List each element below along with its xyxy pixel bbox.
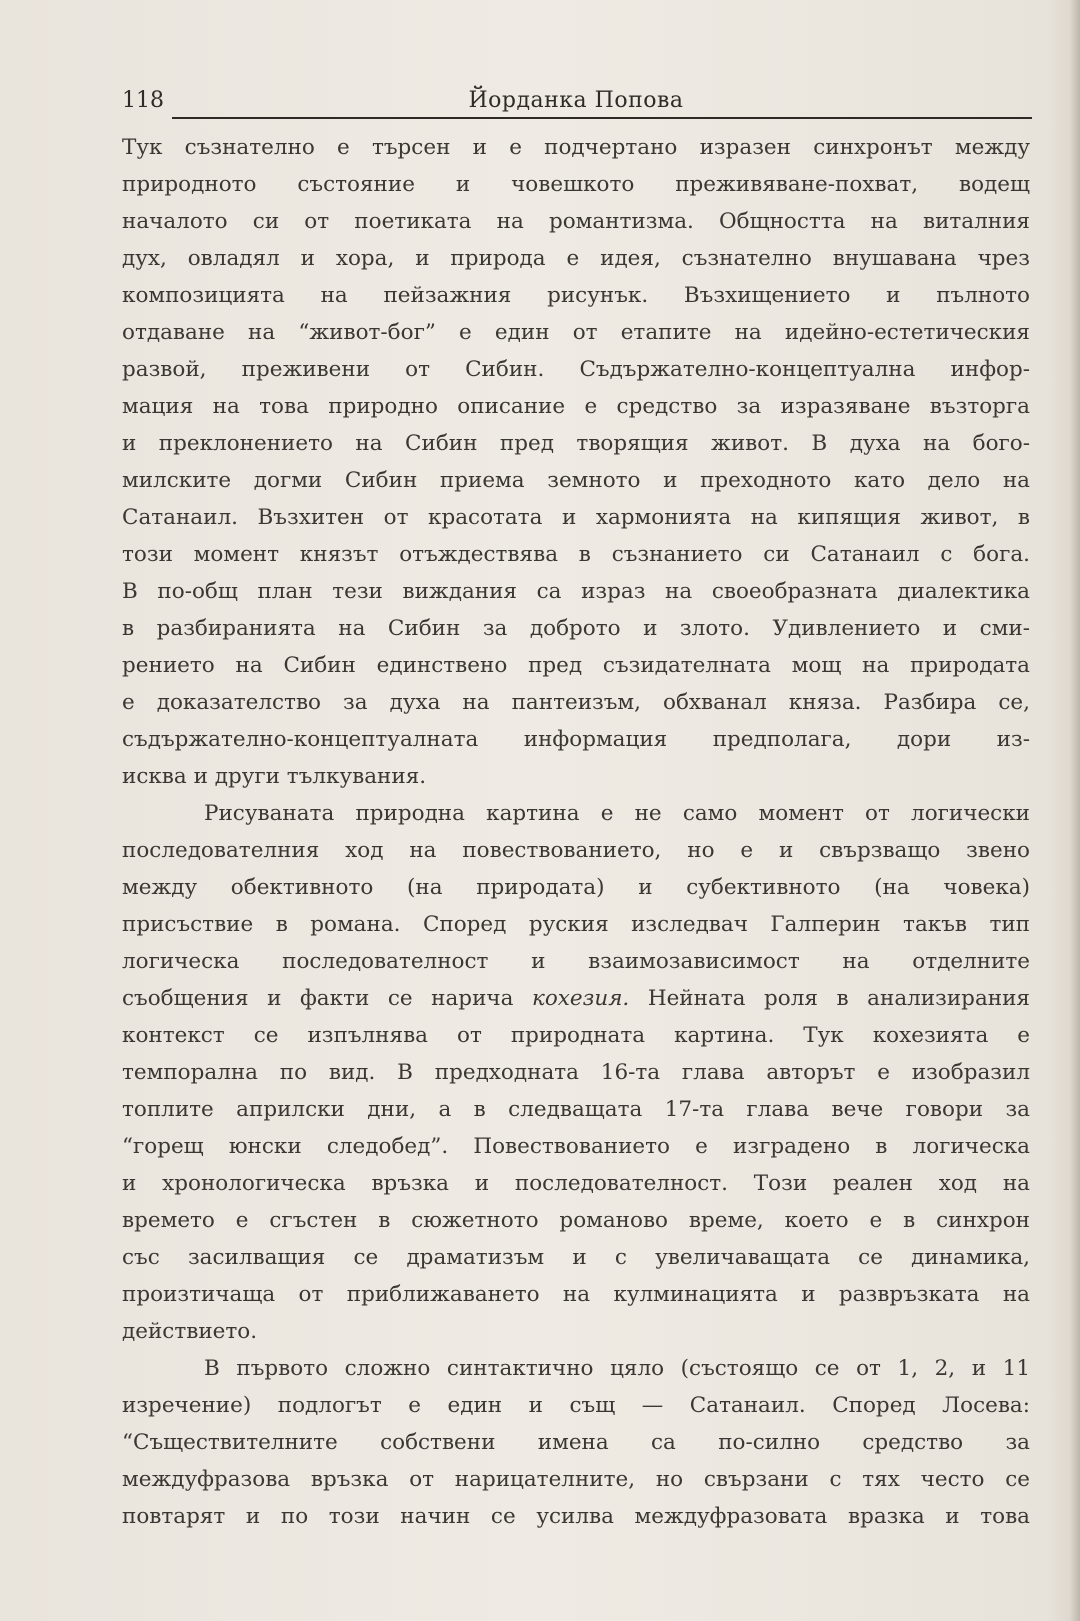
text-line: е доказателство за духа на пантеизъм, обхванал княза. Разбира се, <box>122 690 1030 715</box>
text-line: темпорална по вид. В предходната 16-та глава авторът е изобразил <box>122 1060 1030 1085</box>
text-segment: Нейната роля в анализирания <box>629 986 1030 1011</box>
text-line: милските догми Сибин приема земното и преходното като дело на <box>122 468 1030 493</box>
text-line: дух, овладял и хора, и природа е идея, съзнателно внушавана чрез <box>122 246 1030 271</box>
text-line: последователния ход на повествованието, но е и свързващо звено <box>122 838 1030 863</box>
text-line: “горещ юнски следобед”. Повествованието е изградено в логическа <box>122 1134 1030 1159</box>
text-line: времето е сгъстен в сюжетното романово време, което е в синхрон <box>122 1208 1030 1233</box>
running-title: Йорданка Попова <box>468 88 684 113</box>
text-line: топлите априлски дни, а в следващата 17-та глава вече говори за <box>122 1097 1030 1122</box>
text-line: контекст се изпълнява от природната картина. Тук кохезията е <box>122 1023 1030 1048</box>
text-line: Рисуваната природна картина е не само момент от логически <box>204 801 1030 826</box>
body-text <box>122 129 1030 1535</box>
text-line: развой, преживени от Сибин. Съдържателно-концептуална инфор- <box>122 357 1030 382</box>
text-line: действието. <box>122 1319 258 1344</box>
text-line: и хронологическа връзка и последователност. Този реален ход на <box>122 1171 1030 1196</box>
running-header <box>122 86 1030 118</box>
text-line: между обективното (на природата) и субективното (на човека) <box>122 875 1030 900</box>
text-line: “Съществителните собствени имена са по-силно средство за <box>122 1430 1030 1455</box>
text-segment: съобщения и факти се нарича <box>122 986 532 1011</box>
text-line: и преклонението на Сибин пред творящия живот. В духа на бого- <box>122 431 1030 456</box>
text-line: В по-общ план тези виждания са израз на своеобразната диалектика <box>122 579 1030 604</box>
header-rule <box>172 117 1032 119</box>
text-line: повтарят и по този начин се усилва междуфразовата вразка и това <box>122 1504 1030 1529</box>
text-line: логическа последователност и взаимозависимост на отделните <box>122 949 1030 974</box>
text-line: междуфразова връзка от нарицателните, но свързани с тях често се <box>122 1467 1030 1492</box>
text-line: този момент князът отъждествява в съзнанието си Сатанаил с бога. <box>122 542 1030 567</box>
text-line: изречение) подлогът е един и същ — Сатанаил. Според Лосева: <box>122 1393 1030 1418</box>
text-line: Сатанаил. Възхитен от красотата и хармонията на кипящия живот, в <box>122 505 1030 530</box>
text-line: присъствие в романа. Според руския изследвач Галперин такъв тип <box>122 912 1030 937</box>
text-line: композицията на пейзажния рисунък. Възхищението и пълното <box>122 283 1030 308</box>
text-line: произтичаща от приближаването на кулминацията и развръзката на <box>122 1282 1030 1307</box>
text-line: със засилващия се драматизъм и с увеличаващата се динамика, <box>122 1245 1030 1270</box>
page-edge-shadow <box>1070 0 1080 1621</box>
text-line <box>122 980 1030 1017</box>
text-line: рението на Сибин единствено пред съзидателната мощ на природата <box>122 653 1030 678</box>
text-line: съдържателно-концептуалната информация предполага, дори из- <box>122 727 1030 752</box>
text-line: природното състояние и човешкото преживяване-похват, водещ <box>122 172 1030 197</box>
italic-term: кохезия. <box>531 986 630 1011</box>
text-line: началото си от поетиката на романтизма. Общността на виталния <box>122 209 1030 234</box>
text-line: исква и други тълкувания. <box>122 764 427 789</box>
text-line: мация на това природно описание е средство за изразяване възторга <box>122 394 1030 419</box>
text-line: Тук съзнателно е търсен и е подчертано изразен синхронът между <box>122 135 1030 160</box>
text-line: В първото сложно синтактично цяло (състоящо се от 1, 2, и 11 <box>204 1356 1030 1381</box>
text-line: отдаване на “живот-бог” е един от етапите на идейно-естетическия <box>122 320 1030 345</box>
page-number: 118 <box>122 88 164 113</box>
text-line: в разбиранията на Сибин за доброто и злото. Удивлението и сми- <box>122 616 1030 641</box>
